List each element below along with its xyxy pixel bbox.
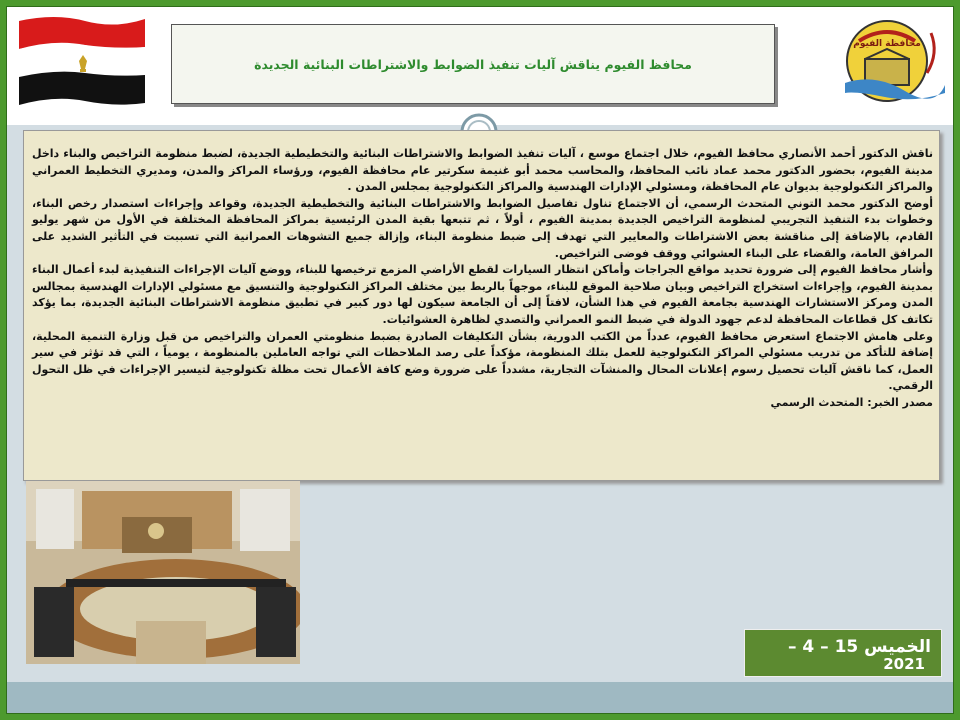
article-source: مصدر الخبر: المتحدث الرسمي [770, 395, 933, 409]
date-box [744, 629, 942, 677]
meeting-room-photo [26, 481, 300, 664]
logo-text: محافظة الفيوم [853, 39, 921, 49]
title-box [171, 24, 775, 104]
egypt-flag-icon [15, 13, 149, 107]
footer-band [7, 682, 953, 713]
article-text [24, 131, 939, 412]
slide-frame [6, 6, 954, 714]
date-label: الخميس 15 – 4 – [787, 637, 931, 657]
article-paragraph: ناقش الدكتور أحمد الأنصاري محافظ الفيوم، خلال اجتماع موسع ، آليات تنفيذ الضوابط والاشتراطات البنائية والتخطيطية الجديدة، لضبط منظومة التراخيص والبناء داخل مدينة الفيوم، بحضور الدكتور محمد عماد نائب المحافظ، والمحاسب محمد أبو غنيمة سكرتير عام محافظة الفيوم، ورؤساء المراكز والمدن، ومديري التخطيط العمراني والمراكز التكنولوجية بديوان عام المحافظة، ومسئولي الإدارات الهندسية والمراكز التكنولوجية بمجلس المدن . [32, 147, 933, 194]
fayoum-governorate-emblem [835, 13, 947, 109]
page-title: محافظ الفيوم يناقش آليات تنفيذ الضوابط والاشتراطات البنائية الجديدة [254, 56, 692, 72]
date-year: 2021 [883, 655, 925, 673]
article-paragraph: وعلى هامش الاجتماع استعرض محافظ الفيوم، عدداً من الكتب الدورية، بشأن التكليفات الصادرة بضبط منظومتي العمران والتراخيص من قبل وزارة التنمية المحلية، إضافة للتأكد من تدريب مسئولي المراكز التكنولوجية للعمل بتلك المنظومة، مؤكداً على رصد الملاحظات التي تواجه العاملين بالمنظومة ، يومياً ، التي قد تؤثر في سير العمل، كما ناقش آليات تحصيل رسوم إعلانات المحال والمنشآت التجارية، مشدداً على ضرورة وضع كافة الأعمال تحت مظلة تكنولوجية لتيسير الإجراءات في ظل التحول الرقمي. [32, 329, 933, 393]
article-box [23, 130, 940, 481]
article-paragraph: وأشار محافظ الفيوم إلى ضرورة تحديد مواقع الجراجات وأماكن انتظار السيارات لقطع الأراضي المزمع ترخيصها للبناء، ووضع آليات الإجراءات التنفيذية لبدء أعمال البناء بمدينة الفيوم، وإجراءات استخراج التراخيص وبيان صلاحية الموقع للبناء، موجهاً بالربط بين مختلف المراكز التكنولوجية والتنسيق مع مسئولي الإدارات الهندسية بمجالس المدن ومركز الاستشارات الهندسية بجامعة الفيوم في هذا الشأن، لافتاً إلى أن الجامعة سيكون لها دور كبير في تطبيق منظومة الاشتراطات البنائية الجديدة، بما يؤكد تكاتف كل قطاعات المحافظة لدعم جهود الدولة في ضبط النمو العمراني والتصدي لظاهرة العشوائيات. [32, 263, 933, 326]
article-paragraph: أوضح الدكتور محمد التوني المتحدث الرسمي، أن الاجتماع تناول تفاصيل الضوابط والاشتراطات البنائية والتخطيطية الجديدة، وقواعد وإجراءات استصدار رخص البناء، وخطوات بدء التنفيذ التجريبي لمنظومة التراخيص الجديدة بمدينة الفيوم ، أولاً ، ثم تتبعها بقية المدن الرئيسية بمراكز المحافظة المختلفة في الأول من شهر يوليو القادم، بالإضافة إلى مناقشة بعض الاشتراطات والمعايير التي تهدف إلى ضبط منظومة البناء، وإزالة جميع التشوهات العمرانية التي تسببت في التأثير الشديد على المرافق العامة، والقضاء على البناء العشوائي ووقف فوضى التراخيص. [32, 196, 933, 260]
